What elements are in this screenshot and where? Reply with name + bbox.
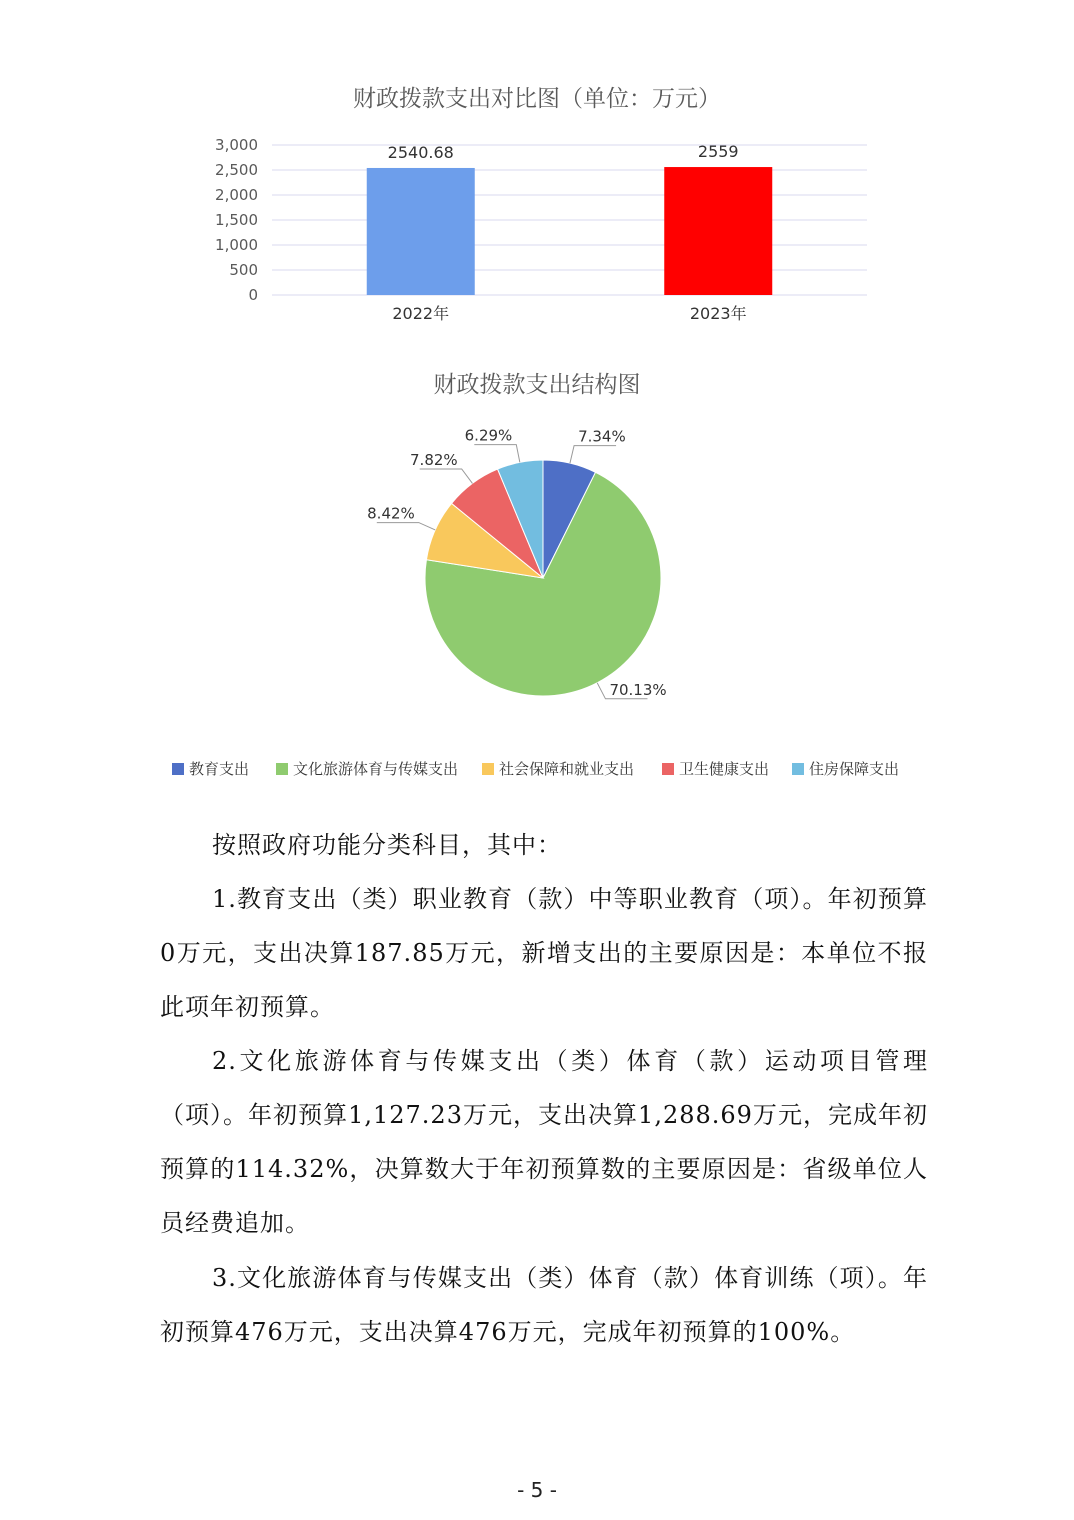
legend-swatch bbox=[482, 763, 494, 775]
pie-chart bbox=[0, 410, 1074, 730]
y-tick-label: 3,000 bbox=[215, 136, 258, 154]
bar bbox=[367, 168, 475, 295]
legend-item bbox=[276, 758, 458, 779]
legend-swatch bbox=[662, 763, 674, 775]
intro-paragraph: 按照政府功能分类科目，其中： bbox=[212, 831, 562, 859]
x-tick-label: 2023年 bbox=[689, 304, 747, 323]
y-tick-label: 500 bbox=[229, 261, 258, 279]
pie-chart-title: 财政拨款支出结构图 bbox=[433, 372, 641, 398]
y-tick-label: 2,500 bbox=[215, 161, 258, 179]
legend-swatch bbox=[172, 763, 184, 775]
legend-item bbox=[172, 758, 249, 779]
legend-label: 卫生健康支出 bbox=[679, 760, 770, 778]
legend-swatch bbox=[276, 763, 288, 775]
legend-item bbox=[482, 758, 634, 779]
legend-item bbox=[662, 758, 769, 779]
item-1-paragraph: 1.教育支出（类）职业教育（款）中等职业教育（项）。年初预算0万元，支出决算187.85万元，新增支出的主要原因是：本单位不报此项年初预算。 bbox=[160, 885, 928, 1021]
item-3-paragraph: 3.文化旅游体育与传媒支出（类）体育（款）体育训练（项）。年初预算476万元，支出决算476万元，完成年初预算的100%。 bbox=[160, 1264, 928, 1346]
legend-item bbox=[792, 758, 899, 779]
legend-label: 社会保障和就业支出 bbox=[499, 760, 635, 778]
bar-chart bbox=[0, 130, 1074, 330]
pie-slice-label: 8.42% bbox=[367, 504, 415, 523]
pie-legend bbox=[172, 758, 932, 780]
y-tick-label: 2,000 bbox=[215, 186, 258, 204]
bar-value-label: 2559 bbox=[697, 142, 739, 162]
legend-label: 文化旅游体育与传媒支出 bbox=[293, 760, 459, 778]
pie-slice-label: 6.29% bbox=[464, 426, 513, 445]
pie-leader-line bbox=[474, 445, 520, 463]
y-tick-label: 1,500 bbox=[215, 211, 258, 229]
y-tick-label: 1,000 bbox=[215, 236, 258, 254]
y-tick-label: 0 bbox=[248, 286, 258, 304]
x-tick-label: 2022年 bbox=[392, 304, 450, 323]
pie-leader-line bbox=[377, 523, 435, 530]
bar-value-label: 2540.68 bbox=[387, 142, 454, 162]
pie-slice-label: 7.34% bbox=[578, 427, 626, 446]
item-2-paragraph: 2.文化旅游体育与传媒支出（类）体育（款）运动项目管理（项）。年初预算1,127.23万元，支出决算1,288.69万元，完成年初预算的114.32%，决算数大于年初预算数的主要原因是：省级单位人员经费追加。 bbox=[160, 1047, 928, 1237]
page-number: - 5 - bbox=[517, 1478, 557, 1502]
legend-swatch bbox=[792, 763, 804, 775]
legend-label: 住房保障支出 bbox=[809, 760, 900, 778]
pie-slice-label: 70.13% bbox=[609, 680, 667, 699]
legend-label: 教育支出 bbox=[189, 760, 250, 778]
pie-slice-label: 7.82% bbox=[410, 450, 458, 469]
pie-leader-line bbox=[420, 469, 473, 483]
pie-leader-line bbox=[570, 446, 616, 464]
bar bbox=[664, 167, 772, 295]
bar-chart-title: 财政拨款支出对比图（单位：万元） bbox=[353, 86, 721, 112]
